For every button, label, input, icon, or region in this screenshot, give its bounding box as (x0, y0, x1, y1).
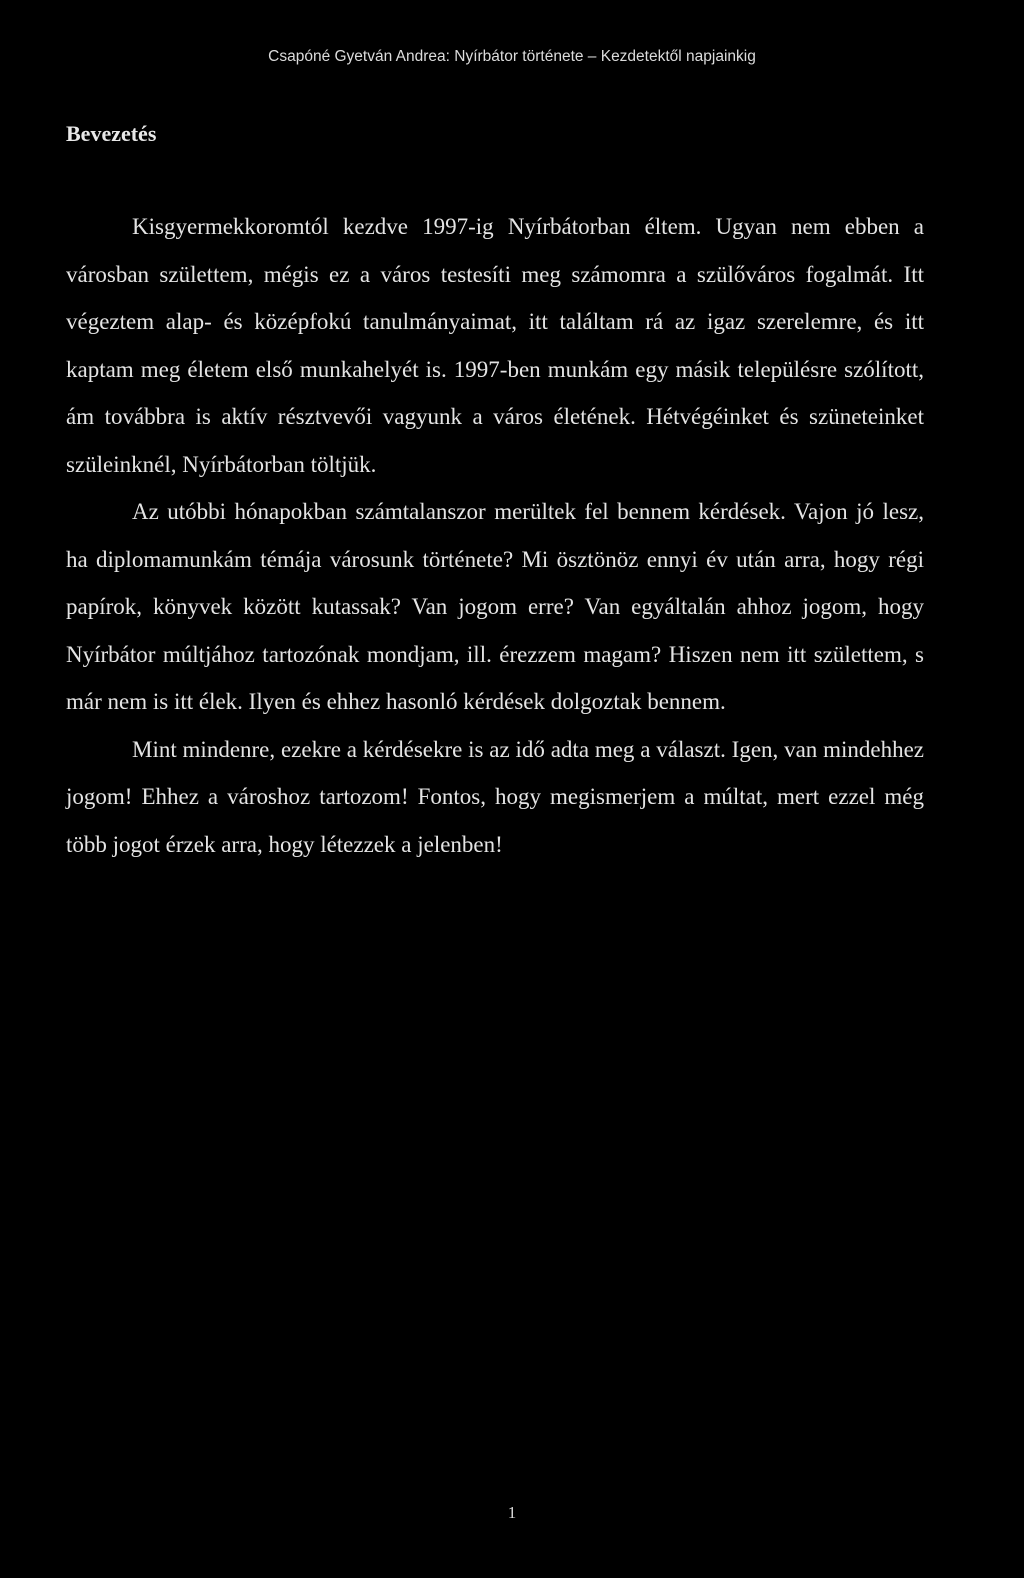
page-number: 1 (507, 1503, 517, 1522)
paragraph: Kisgyermekkoromtól kezdve 1997-ig Nyírbátorban éltem. Ugyan nem ebben a városban születtem, mégis ez a város testesíti meg számomra a szülőváros fogalmát. Itt végeztem alap- és középfokú tanulmányaimat, itt találtam rá az igaz szerelemre, és itt kaptam meg életem első munkahelyét is. 1997-ben munkám egy másik településre szólított, ám továbbra is aktív résztvevői vagyunk a város életének. Hétvégéinket és szüneteinket szüleinknél, Nyírbátorban töltjük. (66, 214, 924, 477)
paragraph: Az utóbbi hónapokban számtalanszor merültek fel bennem kérdések. Vajon jó lesz, ha diplomamunkám témája városunk története? Mi ösztönöz ennyi év után arra, hogy régi papírok, könyvek között kutassak? Van jogom erre? Van egyáltalán ahhoz jogom, hogy Nyírbátor múltjához tartozónak mondjam, ill. érezzem magam? Hiszen nem itt születtem, s már nem is itt élek. Ilyen és ehhez hasonló kérdések dolgoztak bennem. (66, 499, 924, 714)
running-header: Csapóné Gyetván Andrea: Nyírbátor története – Kezdetektől napjainkig (268, 48, 756, 65)
paragraph: Mint mindenre, ezekre a kérdésekre is az idő adta meg a választ. Igen, van mindehhez jogom! Ehhez a városhoz tartozom! Fontos, hogy megismerjem a múltat, mert ezzel még több jogot érzek arra, hogy létezzek a jelenben! (66, 736, 924, 857)
body-text (66, 203, 924, 868)
section-title: Bevezetés (66, 121, 157, 146)
